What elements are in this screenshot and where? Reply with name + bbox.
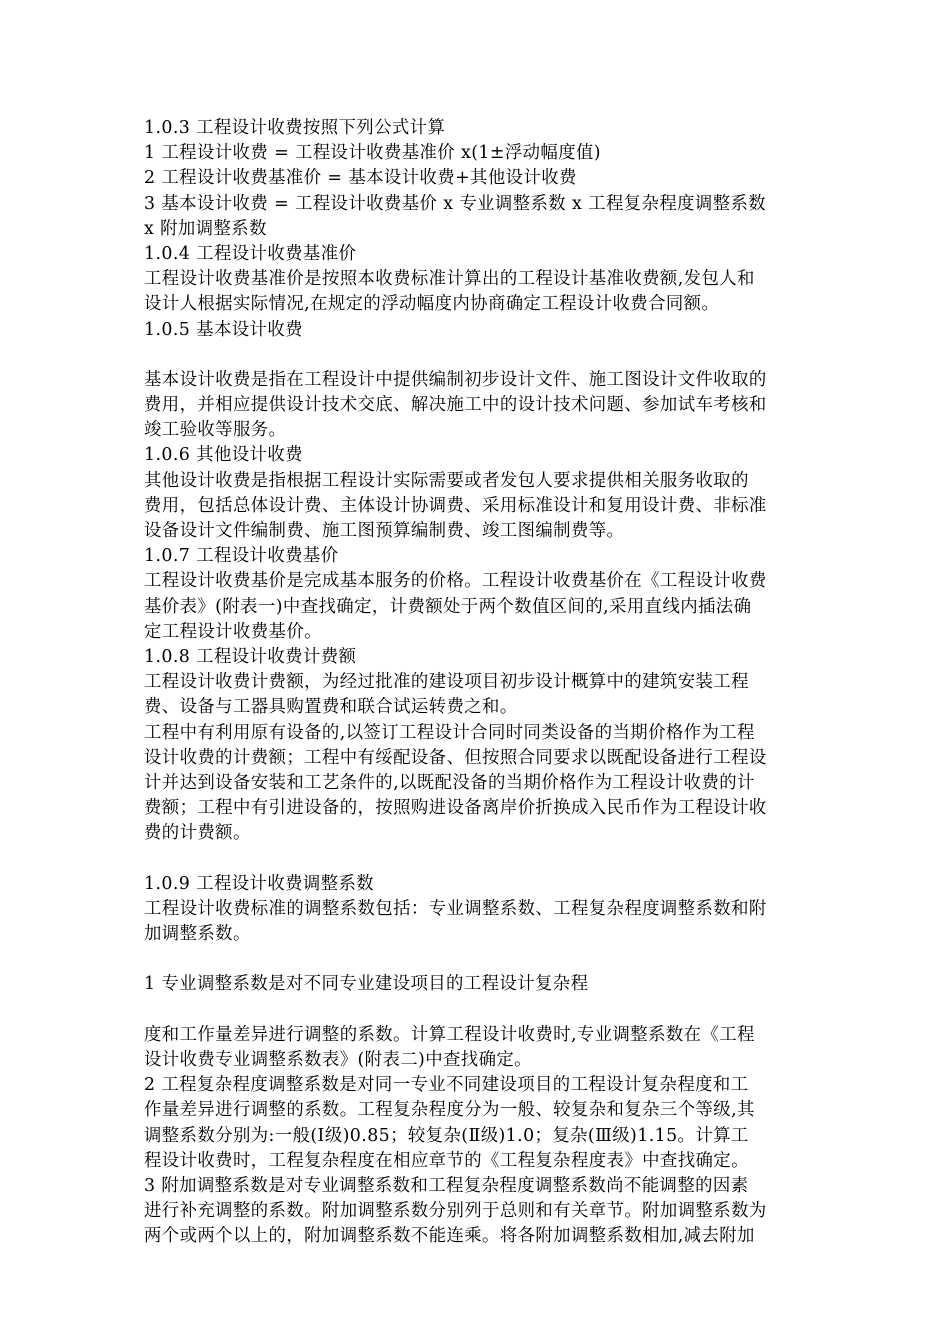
section-heading: 1.0.7 工程设计收费基价 [144, 546, 339, 567]
text-line: 1 工程设计收费 = 工程设计收费基准价 x(1±浮动幅度值) [144, 143, 601, 164]
text-line: 费额；工程中有引进设备的，按照购进设备离岸价折换成入民币作为工程设计收 [144, 798, 767, 819]
section-heading: 1.0.8 工程设计收费计费额 [144, 646, 357, 667]
text-line: 两个或两个以上的，附加调整系数不能连乘。将各附加调整系数相加,减去附加 [144, 1226, 755, 1247]
text-line: 2 工程复杂程度调整系数是对同一专业不同建设项目的工程设计复杂程度和工 [144, 1075, 749, 1096]
text-line: 工程中有利用原有设备的,以签订工程设计合同时同类设备的当期价格作为工程 [144, 722, 755, 743]
text-line: 工程设计收费基价是完成基本服务的价格。工程设计收费基价在《工程设计收费 [144, 571, 767, 592]
section-heading: 1.0.5 基本设计收费 [144, 319, 303, 340]
text-line: 工程设计收费计费额，为经过批准的建设项目初步设计概算中的建筑安装工程 [144, 672, 749, 693]
blank-line [144, 343, 816, 368]
text-line: 费的计费额。 [144, 823, 251, 844]
text-line: 设计收费的计费额；工程中有绥配设备、但按照合同要求以既配设备进行工程设 [144, 747, 767, 768]
text-line: 工程设计收费基准价是按照本收费标准计算出的工程设计基准收费额,发包人和 [144, 269, 755, 290]
section-heading: 1.0.9 工程设计收费调整系数 [144, 873, 375, 894]
text-line: 2 工程设计收费基准价 = 基本设计收费+其他设计收费 [144, 168, 577, 189]
text-line: 其他设计收费是指根据工程设计实际需要或者发包人要求提供相关服务收取的 [144, 470, 749, 491]
text-line: 费、设备与工器具购置费和联合试运转费之和。 [144, 697, 518, 718]
text-line: 3 基本设计收费 = 工程设计收费基价 x 专业调整系数 x 工程复杂程度调整系数 [144, 193, 767, 214]
text-line: 设备设计文件编制费、施工图预算编制费、竣工图编制费等。 [144, 521, 625, 541]
blank-line [144, 947, 816, 972]
text-line: 设计人根据实际情况,在规定的浮动幅度内协商确定工程设计收费合同额。 [144, 294, 720, 315]
section-heading: 1.0.3 工程设计收费按照下列公式计算 [144, 118, 446, 138]
text-line: 基本设计收费是指在工程设计中提供编制初步设计文件、施工图设计文件收取的 [144, 369, 767, 390]
blank-line [144, 998, 816, 1023]
text-line: 基价表》(附表一)中查找确定，计费额处于两个数值区间的,采用直线内插法确 [144, 596, 752, 617]
text-line: 竣工验收等服务。 [144, 420, 287, 441]
text-line: 调整系数分别为:一般(Ⅰ级)0.85；较复杂(Ⅱ级)1.0；复杂(Ⅲ级)1.15。计算工 [144, 1125, 749, 1146]
text-line: 度和工作量差异进行调整的系数。计算工程设计收费时,专业调整系数在《工程 [144, 1024, 755, 1045]
text-line: x 附加调整系数 [144, 218, 267, 239]
text-line: 作量差异进行调整的系数。工程复杂程度分为一般、较复杂和复杂三个等级,其 [144, 1100, 755, 1121]
text-line: 设计收费专业调整系数表》(附表二)中查找确定。 [144, 1049, 532, 1070]
text-line: 加调整系数。 [144, 924, 251, 944]
text-line: 工程设计收费标准的调整系数包括：专业调整系数、工程复杂程度调整系数和附 [144, 898, 767, 919]
text-line: 1 专业调整系数是对不同专业建设项目的工程设计复杂程 [144, 974, 589, 995]
text-line: 费用，并相应提供设计技术交底、解决施工中的设计技术问题、参加试车考核和 [144, 395, 767, 416]
document-body [144, 116, 816, 1249]
text-line: 定工程设计收费基价。 [144, 621, 322, 642]
text-line: 费用，包括总体设计费、主体设计协调费、采用标准设计和复用设计费、非标准 [144, 495, 767, 516]
blank-line [144, 846, 816, 871]
section-heading: 1.0.4 工程设计收费基准价 [144, 243, 357, 264]
text-line: 计并达到设备安装和工艺条件的,以既配没备的当期价格作为工程设计收费的计 [144, 772, 755, 793]
text-line: 3 附加调整系数是对专业调整系数和工程复杂程度调整系数尚不能调整的因素 [144, 1175, 749, 1196]
section-heading: 1.0.6 其他设计收费 [144, 445, 303, 466]
text-line: 进行补充调整的系数。附加调整系数分别列于总则和有关章节。附加调整系数为 [144, 1201, 767, 1222]
text-line: 程设计收费时，工程复杂程度在相应章节的《工程复杂程度表》中查找确定。 [144, 1150, 749, 1171]
